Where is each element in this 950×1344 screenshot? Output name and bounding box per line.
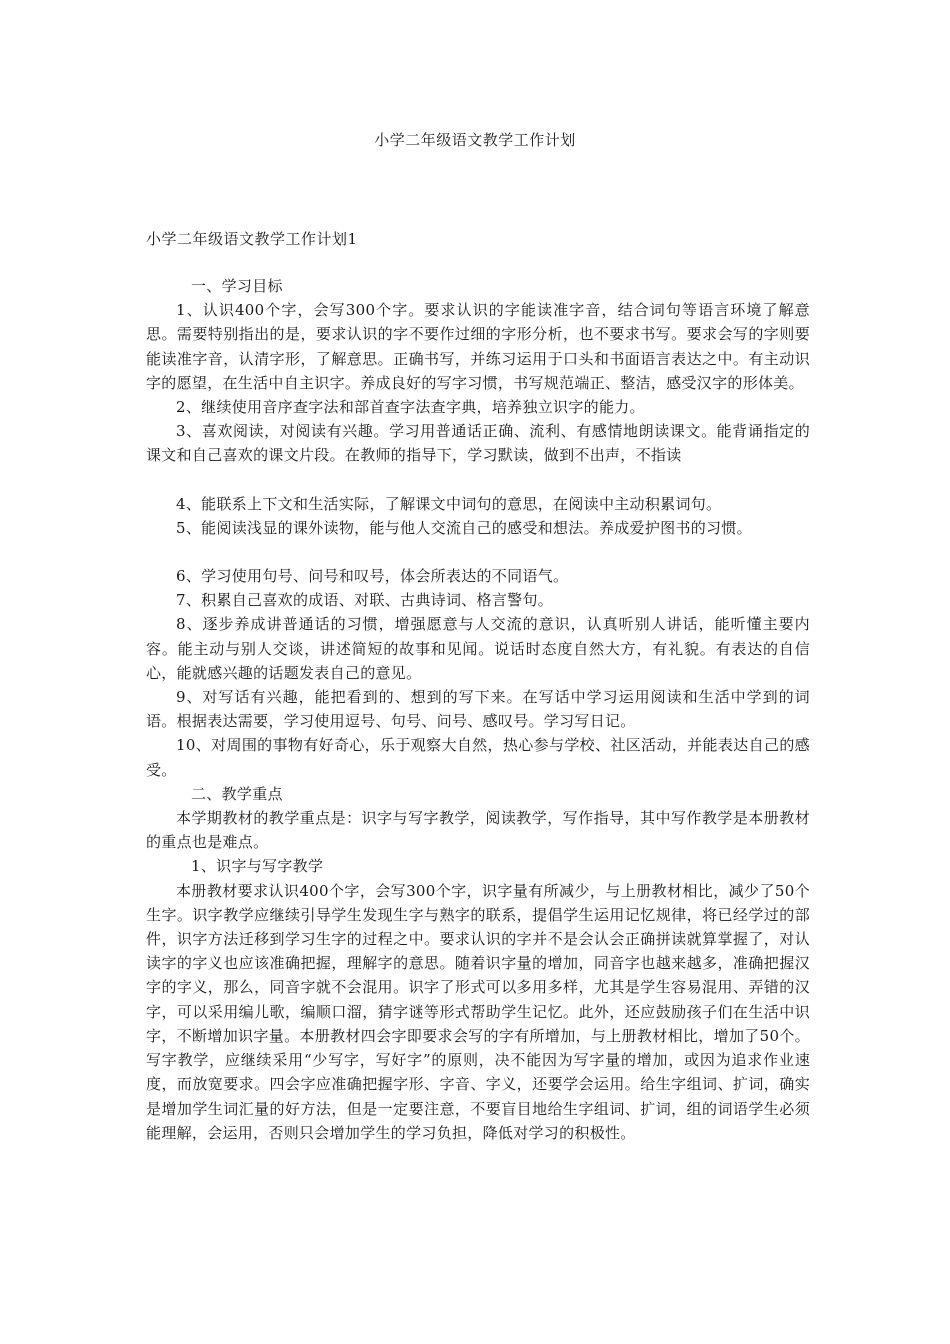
paragraph-goal-10: 10、对周围的事物有好奇心，乐于观察大自然，热心参与学校、社区活动，并能表达自己的感受。 [146, 736, 810, 779]
section-title: 小学二年级语文教学工作计划1 [146, 230, 358, 248]
heading-teaching-focus: 二、教学重点 [191, 784, 283, 803]
blank-line [146, 468, 810, 492]
paragraph-goal-5: 5、能阅读浅显的课外读物，能与他人交流自己的感受和想法。养成爱护图书的习惯。 [176, 518, 752, 537]
paragraph-goal-6: 6、学习使用句号、问号和叹号，体会所表达的不同语气。 [176, 567, 569, 586]
blank-line [146, 540, 810, 564]
paragraph-goal-4: 4、能联系上下文和生活实际，了解课文中词句的意思，在阅读中主动积累词句。 [176, 494, 722, 513]
paragraph-goal-7: 7、积累自己喜欢的成语、对联、古典诗词、格言警句。 [176, 591, 554, 610]
paragraph-goal-2: 2、继续使用音序查字法和部首查字法查字典，培养独立识字的能力。 [176, 398, 645, 417]
paragraph-literacy-detail: 本册教材要求认识400个字，会写300个字，识字量有所减少，与上册教材相比，减少了50个生字。识字教学应继续引导学生发现生字与熟字的联系，提倡学生运用记忆规律，将已经学过的部件，识字方法迁移到学习生字的过程之中。要求认识的字并不是会认会正确拼读就算掌握了，对认读字的字义也应该准确把握，理解字的意思。随着识字量的增加，同音字也越来越多，准确把握汉字的字义，那么，同音字就不会混用。识字了形式可以多用多样，尤其是学生容易混用、弄错的汉字，可以采用编儿歌，编顺口溜，猜字谜等形式帮助学生记忆。此外，还应鼓励孩子们在生活中识字，不断增加识字量。本册教材四会字即要求会写的字有所增加，与上册教材相比，增加了50个。写字教学，应继续采用“少写字，写好字”的原则，决不能因为写字量的增加，或因为追求作业速度，而放宽要求。四会字应准确把握字形、字音、字义，还要学会运用。给生字组词、扩词，确实是增加学生词汇量的好方法，但是一定要注意，不要盲目地给生字组词、扩词，组的词语学生必须能理解，会运用，否则只会增加学生的学习负担，降低对学习的积极性。 [146, 881, 810, 1142]
paragraph-focus-intro: 本学期教材的教学重点是：识字与写字教学，阅读教学，写作指导，其中写作教学是本册教材的重点也是难点。 [146, 809, 810, 852]
paragraph-goal-3: 3、喜欢阅读，对阅读有兴趣。学习用普通话正确、流利、有感情地朗读课文。能背诵指定的课文和自己喜欢的课文片段。在教师的指导下，学习默读，做到不出声，不指读 [146, 422, 810, 465]
document-title: 小学二年级语文教学工作计划 [374, 131, 576, 149]
heading-learning-goals: 一、学习目标 [191, 277, 283, 295]
paragraph-goal-9: 9、对写话有兴趣，能把看到的、想到的写下来。在写话中学习运用阅读和生活中学到的词语。根据表达需要，学习使用逗号、句号、问号、感叹号。学习写日记。 [146, 688, 810, 731]
heading-literacy-writing: 1、识字与写字教学 [191, 857, 324, 876]
paragraph-goal-8: 8、逐步养成讲普通话的习惯，增强愿意与人交流的意识，认真听别人讲话，能听懂主要内容。能主动与别人交谈，讲述简短的故事和见闻。说话时态度自然大方，有礼貌。有表达的自信心，能就感兴趣的话题发表自己的意见。 [146, 615, 810, 682]
document-body [146, 274, 810, 1145]
paragraph-goal-1: 1、认识400个字，会写300个字。要求认识的字能读准字音，结合词句等语言环境了解意思。需要特别指出的是，要求认识的字不要作过细的字形分析，也不要求书写。要求会写的字则要能读准字音，认清字形，了解意思。正确书写，并练习运用于口头和书面语言表达之中。有主动识字的愿望，在生活中自主识字。养成良好的写字习惯，书写规范端正、整洁，感受汉字的形体美。 [146, 301, 810, 392]
